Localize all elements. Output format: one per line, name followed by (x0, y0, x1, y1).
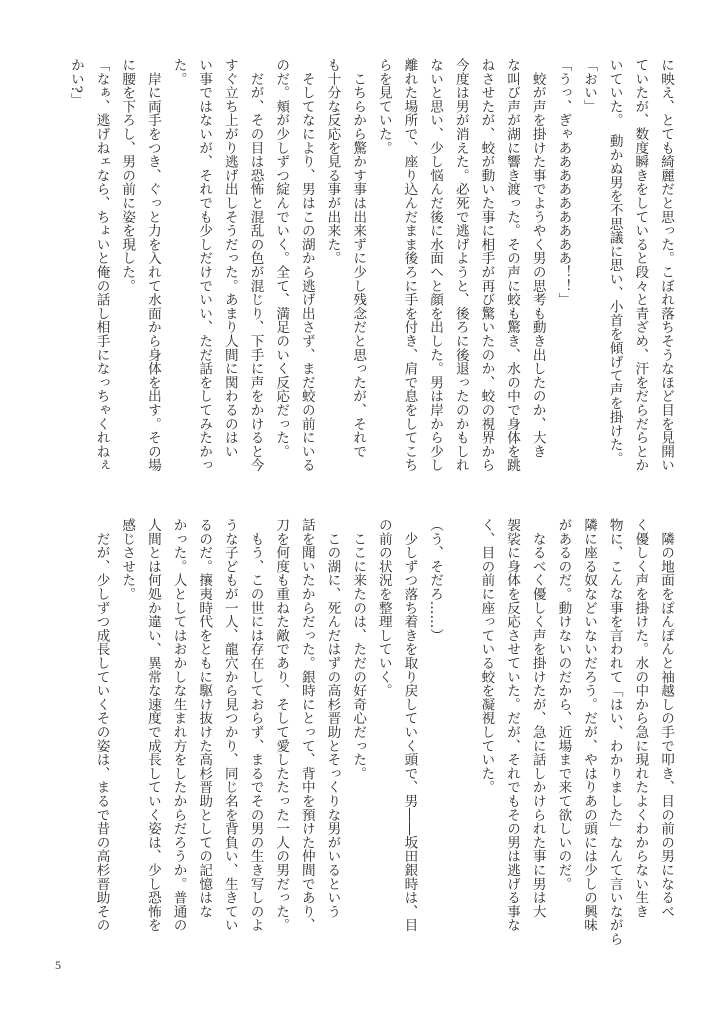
text-line: い事ではないが、それでも少しだけでいい、ただ話をしてみたかっ (196, 58, 213, 472)
text-line: ここに来たのは、ただの好奇心だった。 (350, 518, 367, 781)
text-line: く、目の前に座っている蛟を凝視していた。 (478, 518, 495, 794)
text-line: もう、この世には存在しておらず、まるでその男の生き写しのよ (247, 518, 264, 932)
text-line: 話を聞いたからだった。銀時にとって、背中を預けた仲間であり、 (298, 518, 315, 932)
text-line: 蛟が声を掛けた事でようやく男の思考も動き出したのか、大き (529, 58, 546, 459)
text-line: 今度は男が消えた。必死で逃げようと、後ろに後退ったのかもしれ (452, 58, 469, 472)
lower-text-tier (62, 518, 678, 958)
text-line: ないと思い、少し悩んだ後に水面へと顔を出した。男は岸から少し (427, 58, 444, 472)
text-line: ていたが、数度瞬きをしていると段々と青ざめ、汗をだらだらとか (632, 58, 649, 472)
text-line: た。 (170, 58, 187, 86)
text-line: 感じさせた。 (119, 518, 136, 601)
text-line: この湖に、死んだはずの高杉晋助とそっくりな男がいるという (324, 518, 341, 919)
upper-text-tier (62, 58, 678, 490)
text-line: すぐ立ち上がり逃げ出しそうだった。あまり人間に関わるのはい (221, 58, 238, 459)
text-line: こちらから驚かす事は出来ずに少し残念だと思ったが、それで (350, 58, 367, 459)
text-line: があるのだ。動けないのだから、近場まで来て欲しいのだ。 (555, 518, 572, 891)
text-line: に映え、とても綺麗だと思った。こぼれ落ちそうなほど目を見開い (658, 58, 674, 472)
text-line: な叫び声が湖に響き渡った。その声に蛟も驚き、水の中で身体を跳 (504, 58, 521, 472)
text-line: 隣の地面をぽんぽんと袖越しの手で叩き、目の前の男になるべ (658, 518, 674, 919)
text-line: かい?」 (67, 58, 84, 107)
text-line: も十分な反応を見る事が出来た。 (324, 58, 341, 265)
text-line: 袈裟に身体を反応させていた。だが、それでもその男は逃げる事な (504, 518, 521, 932)
text-line: 物に、こんな事を言われて「はい、わかりました」なんて言いながら (606, 518, 623, 946)
text-line: ねさせたが、蛟が動いた事に相手が再び驚いたのか、蛟の視界から (478, 58, 495, 472)
text-line: 「うっ、ぎゃあああああああああ！！」 (555, 58, 572, 307)
text-line: 人間とは何処か違い、異常な速度で成長していく姿は、少し恐怖を (144, 518, 161, 932)
text-line: 「なぁ、逃げねェなら、ちょいと俺の話し相手になっちゃくれねぇ (93, 58, 110, 472)
text-line: なるべく優しく声を掛けたが、急に話しかけられた事に男は大 (529, 518, 546, 919)
text-line: 刀を何度も重ねた敵であり、そして愛したたった一人の男だった。 (273, 518, 290, 932)
page-number: 5 (55, 958, 61, 972)
text-line: 岸に両手をつき、ぐっと力を入れて水面から身体を出す。その場 (144, 58, 161, 472)
text-line: うな子どもが一人、龍穴から見つかり、同じ名を背負い、生きてい (221, 518, 238, 932)
text-line: （う、そだろ……） (427, 518, 444, 643)
text-line: るのだ。攘夷時代をともに駆け抜けた高杉晋助としての記憶はな (196, 518, 213, 919)
text-line (447, 518, 473, 958)
text-line: だが、その目は恐怖と混乱の色が混じり、下手に声をかけると今 (247, 58, 264, 472)
text-line: らを見ていた。 (375, 58, 392, 155)
text-line: だが、少しずつ成長していくその姿は、まるで昔の高杉晋助その (93, 518, 110, 932)
text-line: く優しく声を掛けた。水の中から急に現れたよくわからない生き (632, 518, 649, 919)
text-line: 少しずつ落ち着きを取り戻していく頭で、男――坂田銀時は、目 (401, 518, 418, 932)
text-line: 離れた場所で、座り込んだまま後ろに手を付き、肩で息をしてこち (401, 58, 418, 472)
text-line: かった。人としてはおかしな生まれ方をしたからだろうか。普通の (170, 518, 187, 932)
text-line: の前の状況を整理していく。 (375, 518, 392, 698)
text-line: 隣に座る奴などいないだろう。だが、やはりあの頭には少しの興味 (581, 518, 598, 932)
text-line: のだ。頬が少しずつ綻んでいく。全て、満足のいく反応だった。 (273, 58, 290, 459)
text-line: そしてなにより、男はこの湖から逃げ出さず、まだ蛟の前にいる (298, 58, 315, 472)
text-line: 「おい」 (581, 58, 598, 114)
text-line: いていた。 動かぬ男を不思議に思い、小首を傾げて声を掛けた。 (606, 58, 623, 466)
text-line: に腰を下ろし、男の前に姿を現した。 (119, 58, 136, 293)
